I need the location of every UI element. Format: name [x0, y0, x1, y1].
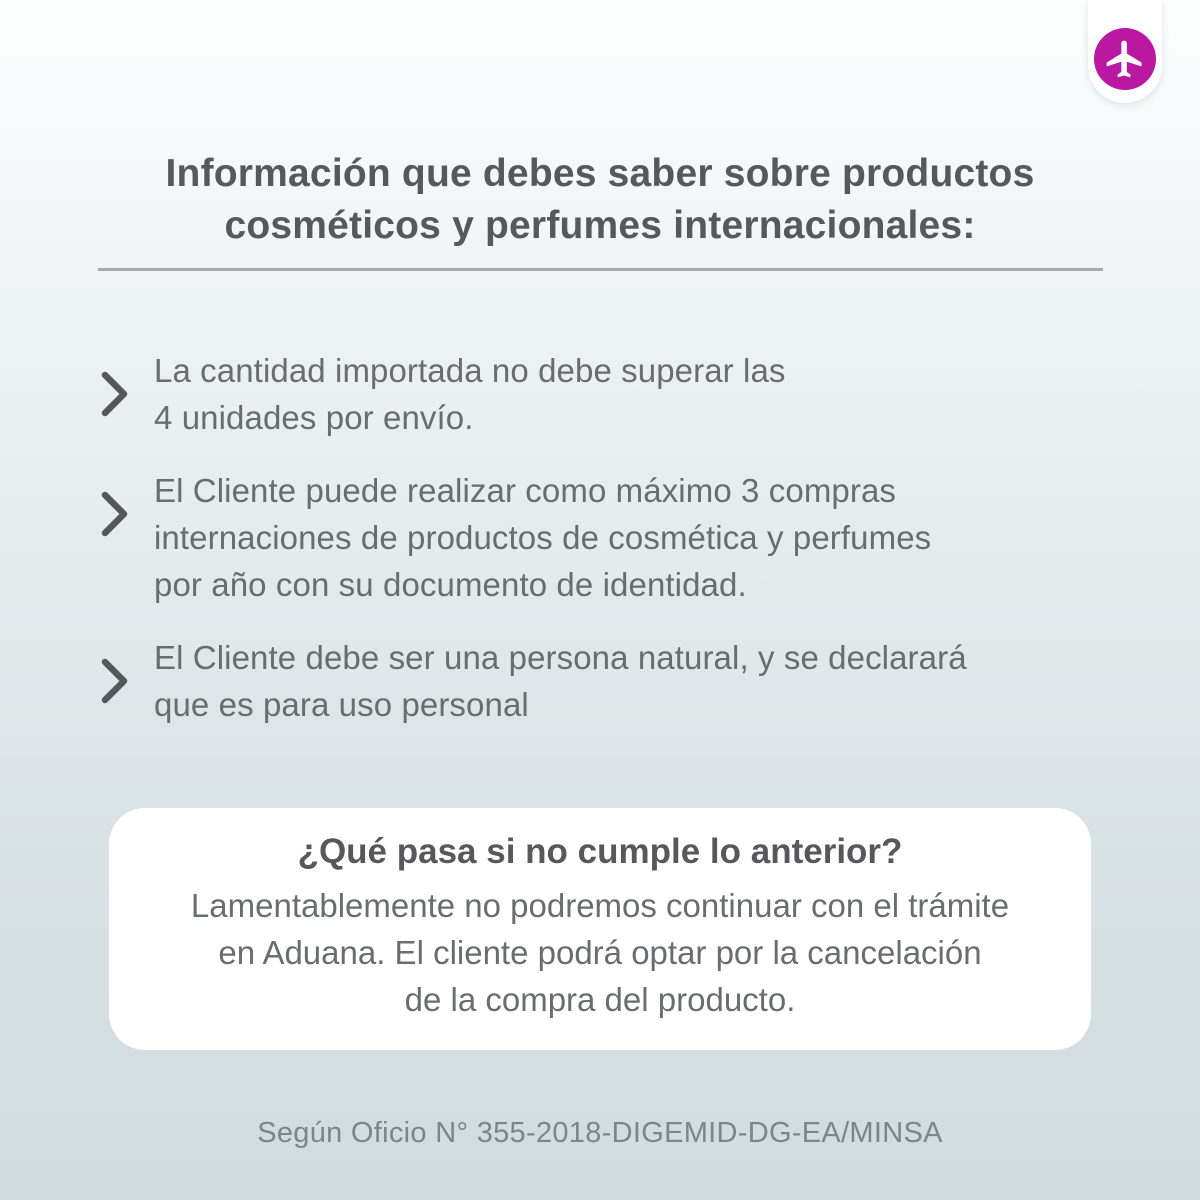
page-title [50, 148, 1150, 253]
bullet-text [154, 347, 786, 441]
bullet-text-line: internaciones de productos de cosmética y perfumes [154, 518, 932, 556]
bullet-item [100, 634, 1140, 728]
title-divider [98, 268, 1103, 271]
page-title-line: cosméticos y perfumes internacionales: [224, 204, 976, 248]
warning-card-body-line: en Aduana. El cliente podrá optar por la cancelación [218, 934, 982, 972]
bullet-item [100, 467, 1140, 608]
airplane-icon [1103, 37, 1147, 81]
bullet-text-line: 4 unidades por envío. [154, 398, 474, 436]
brand-ribbon [1088, 0, 1162, 103]
chevron-right-icon [100, 347, 134, 441]
source-reference: Según Oficio N° 355-2018-DIGEMID-DG-EA/MINSA [257, 1117, 943, 1149]
bullet-text-line: El Cliente puede realizar como máximo 3 compras [154, 471, 897, 509]
bullet-text [154, 467, 931, 608]
bullet-list [100, 347, 1140, 728]
warning-card-heading: ¿Qué pasa si no cumple lo anterior? [297, 831, 903, 871]
bullet-text-line: que es para uso personal [154, 685, 529, 723]
bullet-text-line: por año con su documento de identidad. [154, 565, 747, 603]
bullet-text-line: La cantidad importada no debe superar las [154, 351, 786, 389]
warning-card-body-line: de la compra del producto. [404, 981, 796, 1019]
warning-card-body-line: Lamentablemente no podremos continuar con el trámite [190, 887, 1010, 925]
bullet-text [154, 634, 967, 728]
page-title-line: Información que debes saber sobre productos [165, 152, 1035, 195]
airplane-badge [1094, 28, 1156, 90]
bullet-item [100, 347, 1140, 441]
bullet-text-line: El Cliente debe ser una persona natural, y se declarará [154, 638, 967, 676]
chevron-right-icon [100, 467, 134, 561]
warning-card-body [149, 882, 1051, 1023]
warning-card [109, 808, 1091, 1051]
chevron-right-icon [100, 634, 134, 728]
